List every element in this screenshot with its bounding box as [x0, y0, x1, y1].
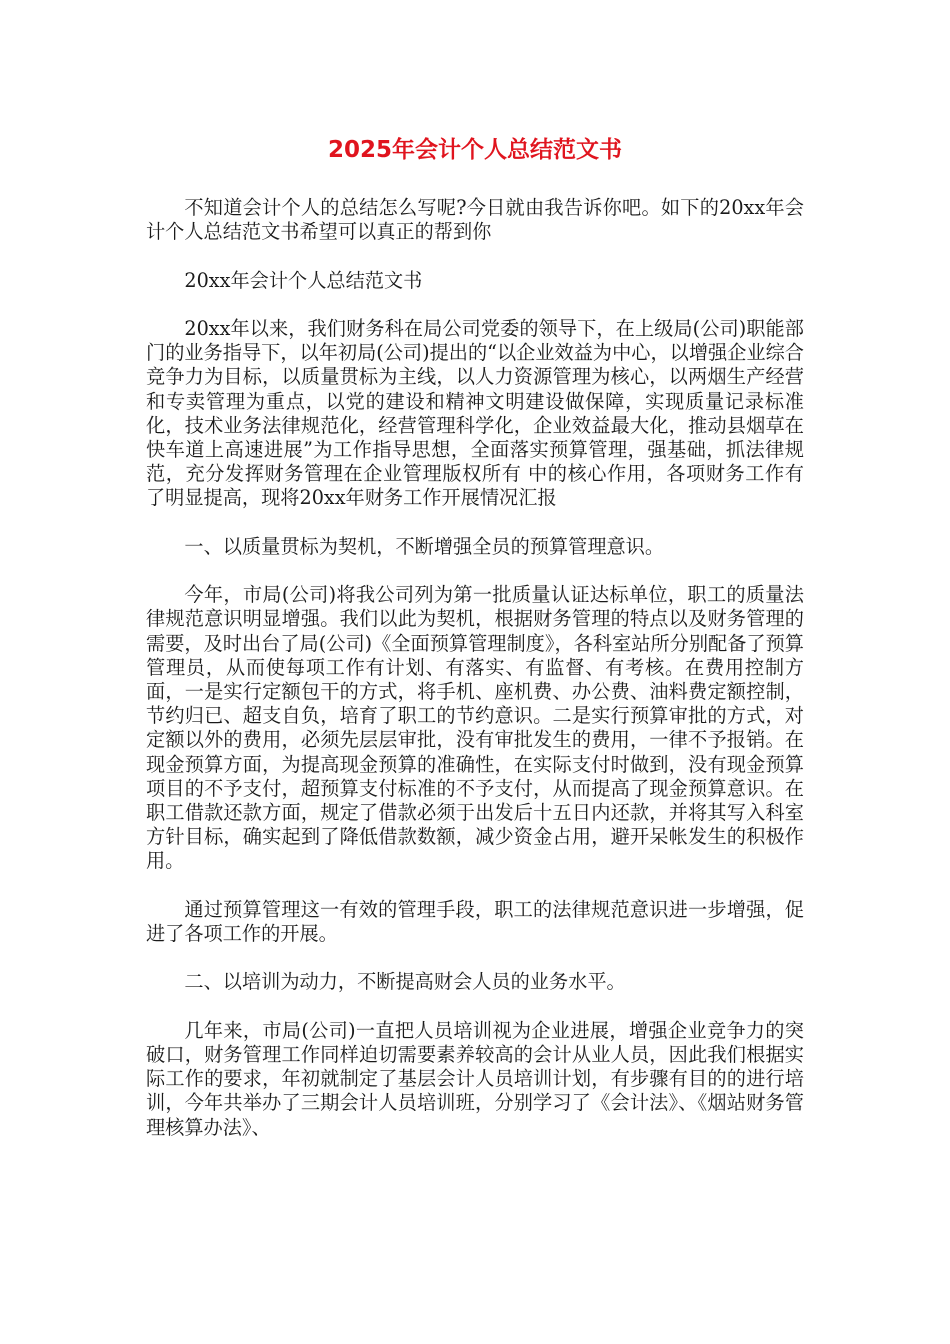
- document-title: 2025年会计个人总结范文书: [327, 137, 622, 163]
- paragraph-training: 几年来，市局(公司)一直把人员培训视为企业进展，增强企业竞争力的突破口，财务管理工作同样迫切需要素养较高的会计从业人员，因此我们根据实际工作的要求，年初就制定了基层会计人员培训计划，有步骤有目的的进行培训，今年共举办了三期会计人员培训班，分别学习了《会计法》、《烟站财务管理核算办法》、: [146, 1018, 804, 1139]
- paragraph-overview: 20xx年以来，我们财务科在局公司党委的领导下，在上级局(公司)职能部门的业务指导下，以年初局(公司)提出的“以企业效益为中心，以增强企业综合竞争力为目标，以质量贯标为主线，以人力资源管理为核心，以两烟生产经营和专卖管理为重点，以党的建设和精神文明建设做保障，实现质量记录标准化，技术业务法律规范化，经营管理科学化，企业效益最大化，推动县烟草在快车道上高速进展”为工作指导思想，全面落实预算管理，强基础，抓法律规范，充分发挥财务管理在企业管理版权所有 中的核心作用，各项财务工作有了明显提高，现将20xx年财务工作开展情况汇报: [146, 316, 804, 510]
- paragraph-budget-summary: 通过预算管理这一有效的管理手段，职工的法律规范意识进一步增强，促进了各项工作的开展。: [146, 897, 804, 946]
- section-heading-1: 一、以质量贯标为契机，不断增强全员的预算管理意识。: [184, 534, 665, 558]
- document-body: [146, 196, 804, 1164]
- section-heading-2: 二、以培训为动力，不断提高财会人员的业务水平。: [184, 970, 626, 994]
- paragraph-subtitle: 20xx年会计个人总结范文书: [184, 268, 423, 292]
- paragraph-budget: 今年，市局(公司)将我公司列为第一批质量认证达标单位，职工的质量法律规范意识明显增强。我们以此为契机，根据财务管理的特点以及财务管理的需要，及时出台了局(公司)《全面预算管理制度》，各科室站所分别配备了预算管理员，从而使每项工作有计划、有落实、有监督、有考核。在费用控制方面，一是实行定额包干的方式，将手机、座机费、办公费、油料费定额控制，节约归已、超支自负，培育了职工的节约意识。二是实行预算审批的方式，对定额以外的费用，必须先层层审批，没有审批发生的费用，一律不予报销。在现金预算方面，为提高现金预算的准确性，在实际支付时做到，没有现金预算项目的不予支付，超预算支付标准的不予支付，从而提高了现金预算意识。在职工借款还款方面，规定了借款必须于出发后十五日内还款，并将其写入科室方针目标，确实起到了降低借款数额，减少资金占用，避开呆帐发生的积极作用。: [146, 583, 804, 873]
- paragraph-intro: 不知道会计个人的总结怎么写呢?今日就由我告诉你吧。如下的20xx年会计个人总结范文书希望可以真正的帮到你: [146, 196, 804, 244]
